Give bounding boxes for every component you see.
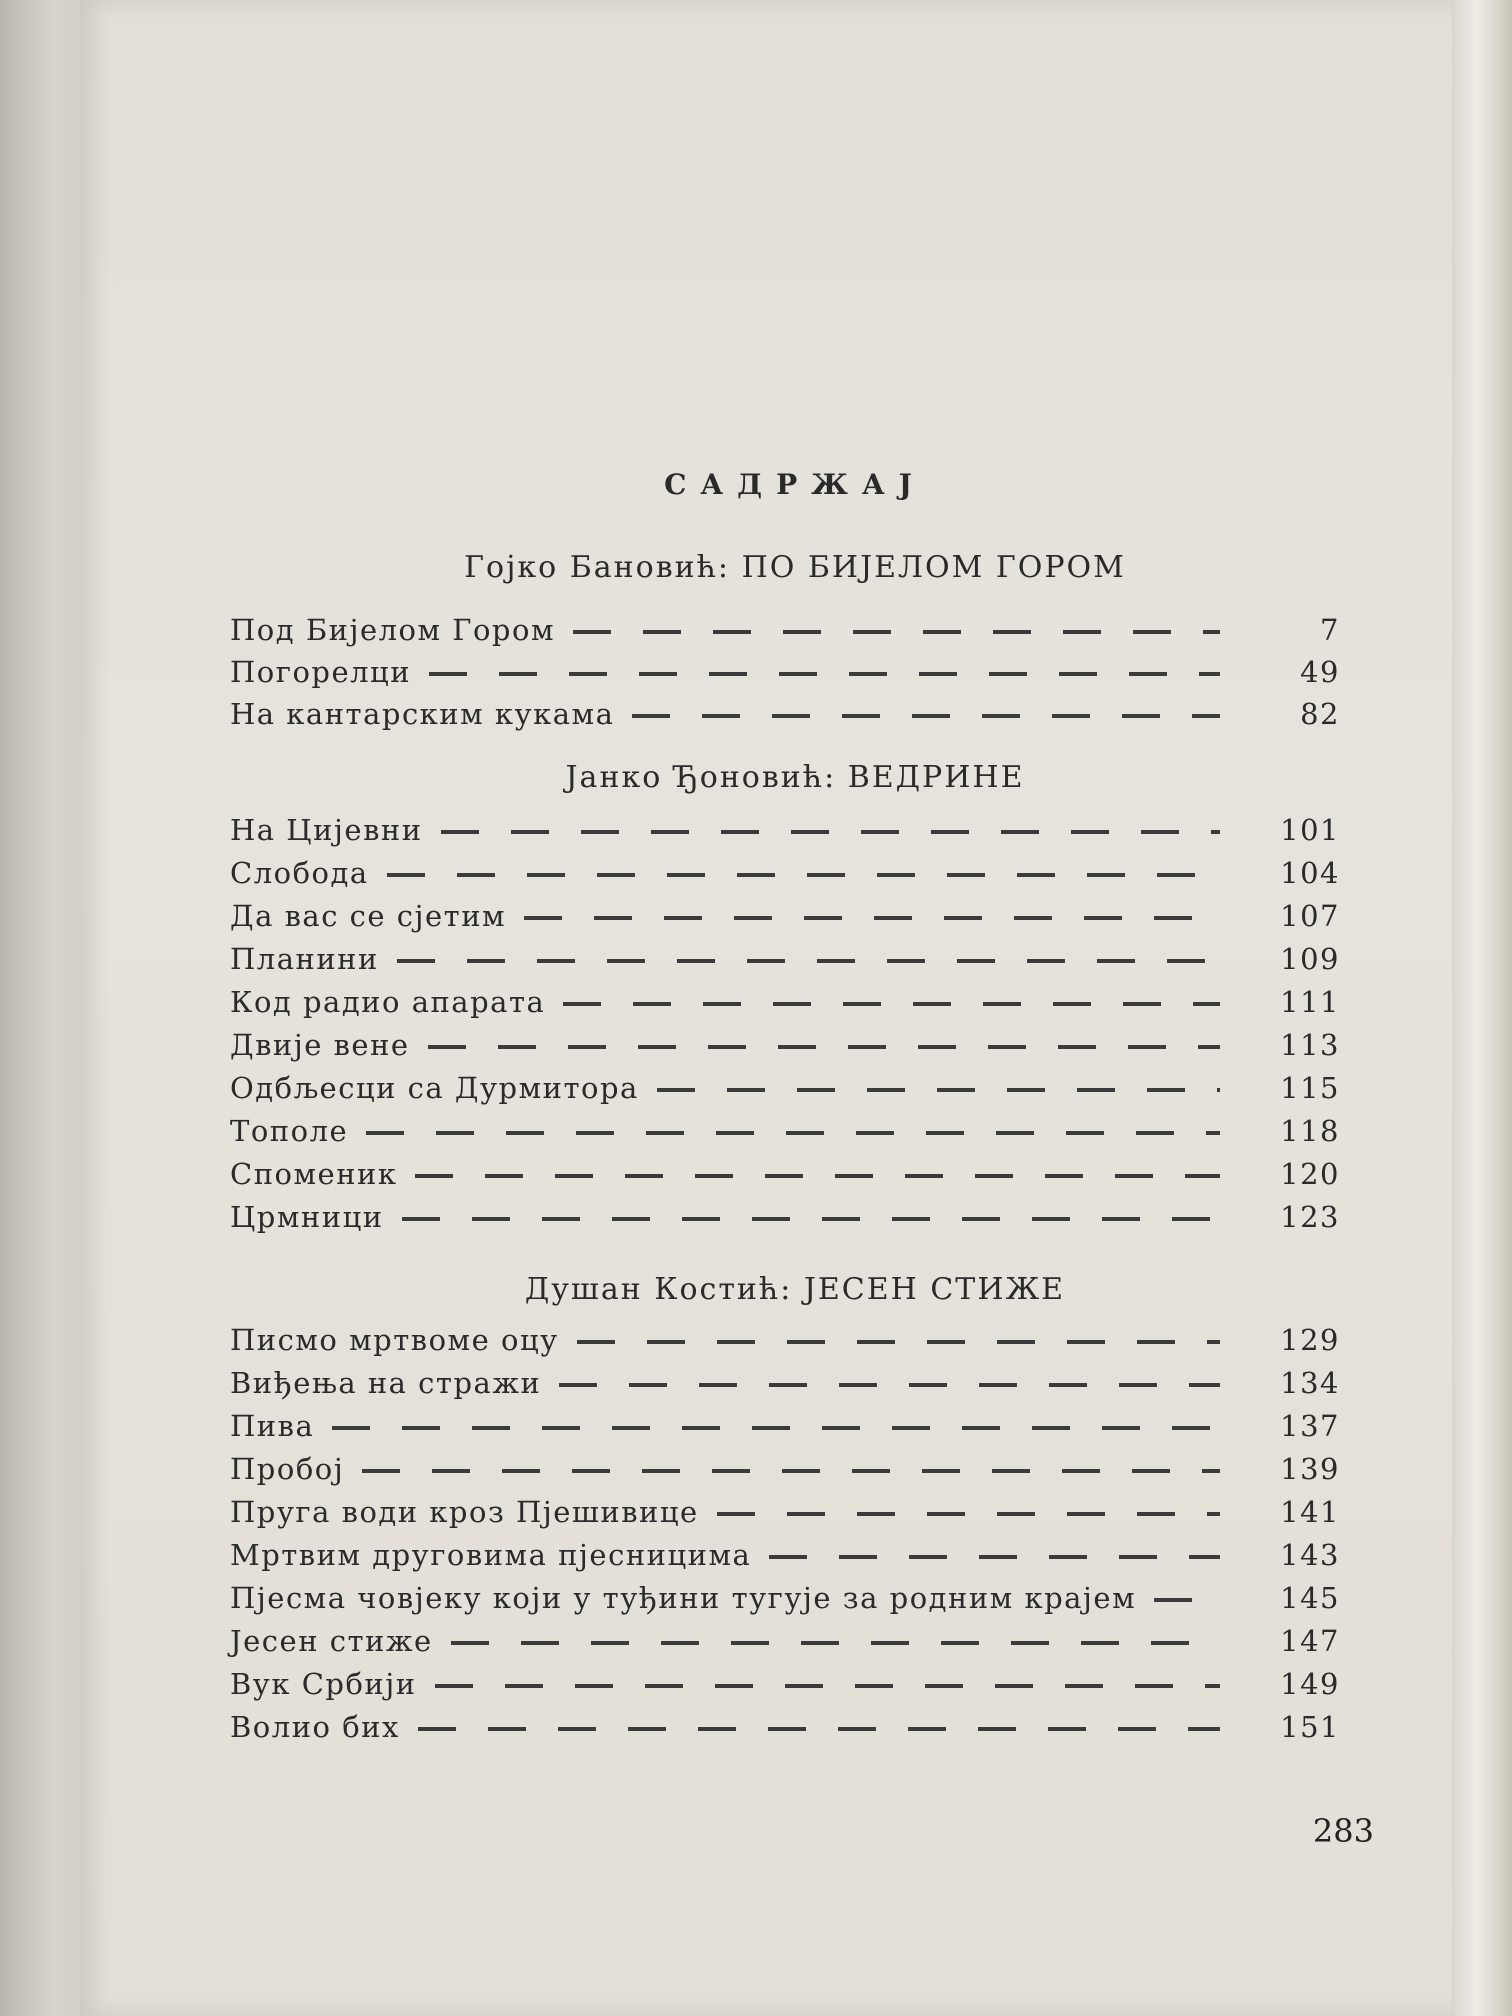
entry-page: 82 xyxy=(1300,697,1340,731)
toc-entry xyxy=(230,982,1340,1022)
entry-page: 7 xyxy=(1320,613,1340,647)
entry-title: Пруга води кроз Пјешивице xyxy=(230,1495,699,1529)
entry-title: Споменик xyxy=(230,1157,398,1191)
toc-entry xyxy=(230,896,1340,936)
toc-entry xyxy=(230,610,1340,650)
entry-page: 107 xyxy=(1280,899,1340,933)
entry-page: 147 xyxy=(1280,1624,1340,1658)
dash-leader xyxy=(632,714,1220,718)
entry-title: Под Бијелом Гором xyxy=(230,613,556,647)
entry-page: 111 xyxy=(1280,985,1340,1019)
entry-page: 143 xyxy=(1280,1538,1340,1572)
right-page-edge xyxy=(1452,0,1512,2016)
dash-leader xyxy=(418,1727,1220,1731)
entry-page: 134 xyxy=(1280,1366,1340,1400)
entry-page: 109 xyxy=(1280,942,1340,976)
entry-title: Тополе xyxy=(230,1114,349,1148)
toc-entry xyxy=(230,1621,1340,1661)
entry-title: Вук Србији xyxy=(230,1667,417,1701)
entry-page: 118 xyxy=(1280,1114,1340,1148)
dash-leader xyxy=(441,830,1220,834)
entry-page: 141 xyxy=(1280,1495,1340,1529)
dash-leader xyxy=(577,1340,1220,1344)
dash-leader xyxy=(1154,1598,1220,1602)
toc-entry xyxy=(230,694,1340,734)
entry-title: Слобода xyxy=(230,856,369,890)
entry-title: Погорелци xyxy=(230,655,412,689)
toc-entry xyxy=(230,1197,1340,1237)
entry-title: Пробој xyxy=(230,1452,345,1486)
entry-title: Код радио апарата xyxy=(230,985,546,1019)
toc-heading: САДРЖАЈ xyxy=(664,468,926,501)
entry-title: Одбљесци са Дурмитора xyxy=(230,1071,639,1105)
dash-leader xyxy=(428,1045,1220,1049)
entry-title: Виђења на стражи xyxy=(230,1366,542,1400)
left-page-edge xyxy=(0,0,92,2016)
toc-entry xyxy=(230,1363,1340,1403)
dash-leader xyxy=(397,959,1220,963)
section-title: Гојко Бановић: ПО БИЈЕЛОМ ГОРОМ xyxy=(464,550,1126,585)
entry-page: 145 xyxy=(1280,1581,1340,1615)
dash-leader xyxy=(429,672,1220,676)
entry-title: Писмо мртвоме оцу xyxy=(230,1323,559,1357)
dash-leader xyxy=(573,630,1220,634)
page-number: 283 xyxy=(1312,1812,1374,1850)
entry-title: На Цијевни xyxy=(230,813,423,847)
entry-title: Црмници xyxy=(230,1200,384,1234)
entry-page: 151 xyxy=(1280,1710,1340,1744)
toc-entry xyxy=(230,1492,1340,1532)
dash-leader xyxy=(717,1512,1220,1516)
entry-title: Да вас се сјетим xyxy=(230,899,507,933)
dash-leader xyxy=(563,1002,1220,1006)
book-page xyxy=(80,0,1460,2016)
toc-entry xyxy=(230,1320,1340,1360)
toc-entry xyxy=(230,810,1340,850)
entry-title: Пјесма човјеку који у туђини тугује за родним крајем xyxy=(230,1581,1137,1615)
entry-page: 49 xyxy=(1300,655,1340,689)
toc-entry xyxy=(230,1664,1340,1704)
toc-entry xyxy=(230,853,1340,893)
dash-leader xyxy=(362,1469,1220,1473)
toc-entry xyxy=(230,1068,1340,1108)
dash-leader xyxy=(366,1131,1220,1135)
dash-leader xyxy=(559,1383,1220,1387)
dash-leader xyxy=(451,1641,1220,1645)
dash-leader xyxy=(435,1684,1220,1688)
entry-page: 120 xyxy=(1280,1157,1340,1191)
toc-entry xyxy=(230,1025,1340,1065)
dash-leader xyxy=(415,1174,1220,1178)
entry-page: 123 xyxy=(1280,1200,1340,1234)
dash-leader xyxy=(402,1217,1220,1221)
entry-title: Двије вене xyxy=(230,1028,410,1062)
toc-entry xyxy=(230,1406,1340,1446)
toc-entry xyxy=(230,1449,1340,1489)
dash-leader xyxy=(332,1426,1220,1430)
toc-entry xyxy=(230,1578,1340,1618)
entry-title: Јесен стиже xyxy=(230,1624,433,1658)
toc-entry xyxy=(230,1154,1340,1194)
entry-page: 101 xyxy=(1280,813,1340,847)
entry-title: Мртвим друговима пјесницима xyxy=(230,1538,752,1572)
toc-entry xyxy=(230,1535,1340,1575)
entry-title: Волио бих xyxy=(230,1710,400,1744)
dash-leader xyxy=(387,873,1220,877)
toc-entry xyxy=(230,939,1340,979)
entry-page: 113 xyxy=(1280,1028,1340,1062)
entry-page: 115 xyxy=(1280,1071,1340,1105)
entry-page: 149 xyxy=(1280,1667,1340,1701)
toc-entry xyxy=(230,652,1340,692)
dash-leader xyxy=(524,916,1220,920)
section-title: Душан Костић: ЈЕСЕН СТИЖЕ xyxy=(524,1272,1066,1307)
entry-title: Пива xyxy=(230,1409,315,1443)
toc-entry xyxy=(230,1111,1340,1151)
entry-title: На кантарским кукама xyxy=(230,697,615,731)
dash-leader xyxy=(657,1088,1220,1092)
entry-page: 129 xyxy=(1280,1323,1340,1357)
toc-entry xyxy=(230,1707,1340,1747)
entry-page: 104 xyxy=(1280,856,1340,890)
entry-title: Планини xyxy=(230,942,379,976)
section-title: Јанко Ђоновић: ВЕДРИНЕ xyxy=(565,760,1025,795)
entry-page: 139 xyxy=(1280,1452,1340,1486)
entry-page: 137 xyxy=(1280,1409,1340,1443)
table-of-contents xyxy=(230,0,1374,2016)
dash-leader xyxy=(769,1555,1220,1559)
